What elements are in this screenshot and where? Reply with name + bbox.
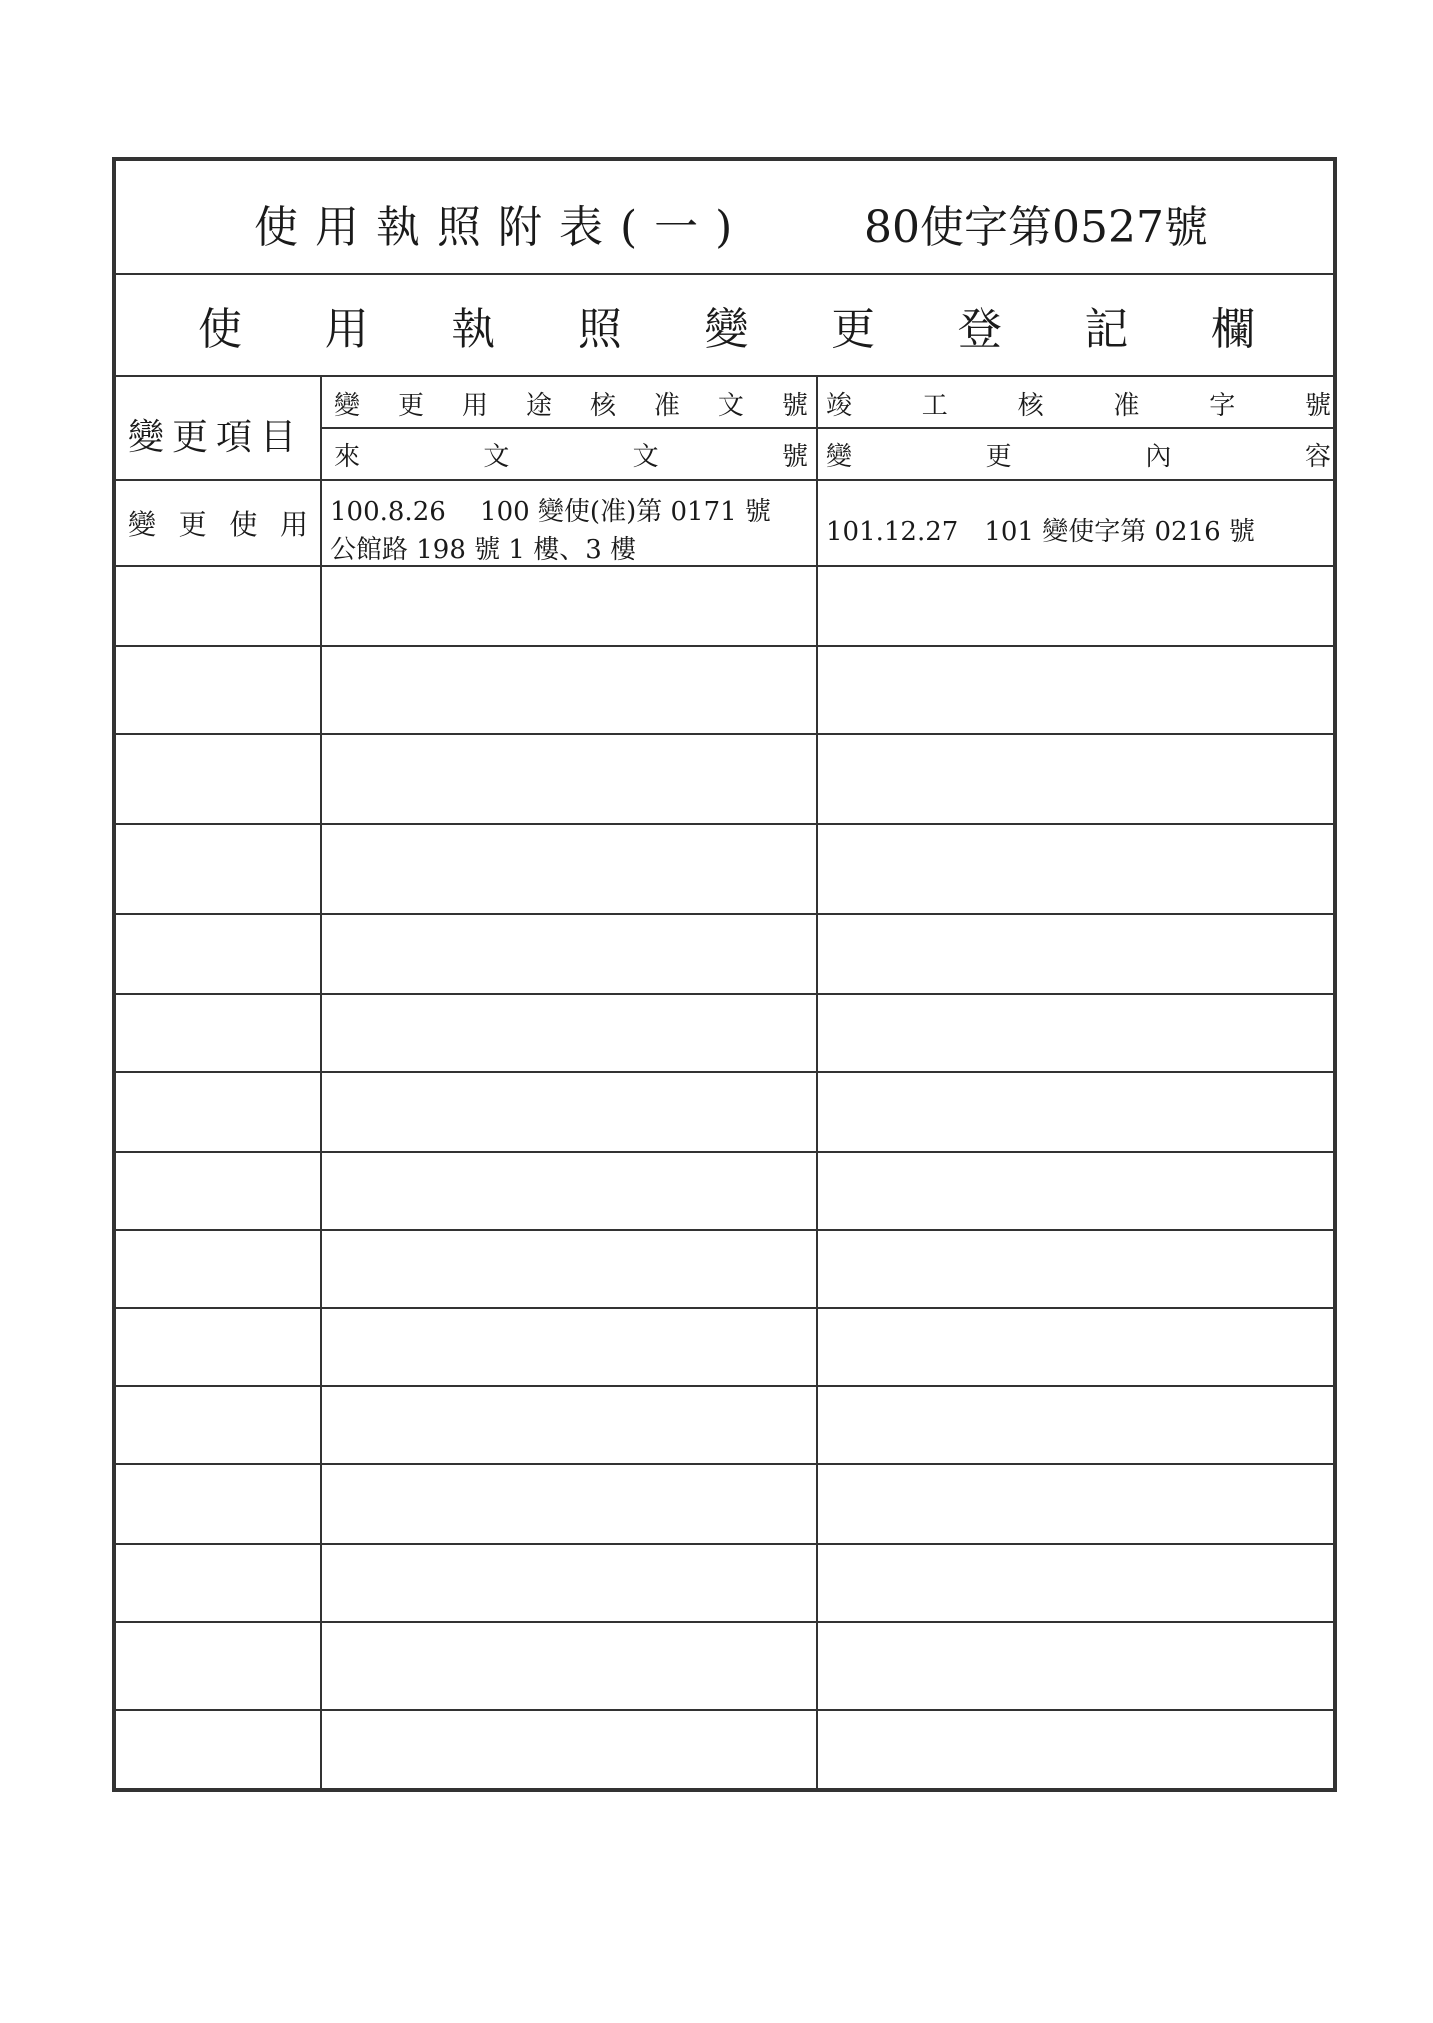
header-incoming-doc-no: 來 文 文 號	[334, 441, 808, 472]
section-title-char: 變	[704, 304, 749, 355]
license-number: 80使字第0527號	[864, 202, 1208, 253]
section-title-char: 記	[1084, 304, 1129, 355]
section-title-char: 照	[577, 304, 622, 355]
section-title-char: 使	[198, 304, 242, 355]
row-line	[116, 1151, 1337, 1153]
column-divider	[320, 377, 322, 1792]
entry-item: 變 更 使 用	[128, 508, 308, 541]
form-title: 使用執照附表(一)	[254, 202, 750, 253]
header-completion-no: 竣 工 核 准 字 號	[826, 390, 1331, 421]
entry-completion: 101.12.27 101 變使字第 0216 號	[826, 517, 1255, 547]
header-approval-doc-no: 變 更 用 途 核 准 文 號	[334, 390, 808, 421]
row-line	[116, 993, 1337, 995]
section-title-char: 執	[451, 304, 496, 355]
section-title-char: 用	[324, 304, 369, 355]
row-line	[116, 1709, 1337, 1711]
row-line	[116, 645, 1337, 647]
row-line	[116, 1385, 1337, 1387]
row-line	[116, 1543, 1337, 1545]
header-change-content: 變 更 內 容	[826, 441, 1331, 472]
row-line	[116, 1071, 1337, 1073]
row-line	[116, 565, 1337, 567]
section-title-char: 更	[831, 304, 876, 355]
column-divider	[816, 377, 818, 1792]
section-title-char: 登	[957, 304, 1002, 355]
section-title-char: 欄	[1211, 304, 1255, 355]
entry-approval-line2: 公館路 198 號 1 樓、3 樓	[330, 535, 637, 565]
row-line	[116, 913, 1337, 915]
row-line	[116, 1463, 1337, 1465]
row-line	[116, 1307, 1337, 1309]
license-form	[112, 157, 1337, 1792]
row-line	[116, 823, 1337, 825]
header-item: 變更項目	[128, 417, 305, 458]
header-split-line	[320, 427, 1337, 429]
title-row	[116, 161, 1333, 275]
row-line	[116, 1621, 1337, 1623]
entry-approval-line1: 100.8.26 100 變使(准)第 0171 號	[330, 497, 771, 527]
section-title	[116, 275, 1333, 377]
row-line	[116, 1229, 1337, 1231]
row-line	[116, 733, 1337, 735]
